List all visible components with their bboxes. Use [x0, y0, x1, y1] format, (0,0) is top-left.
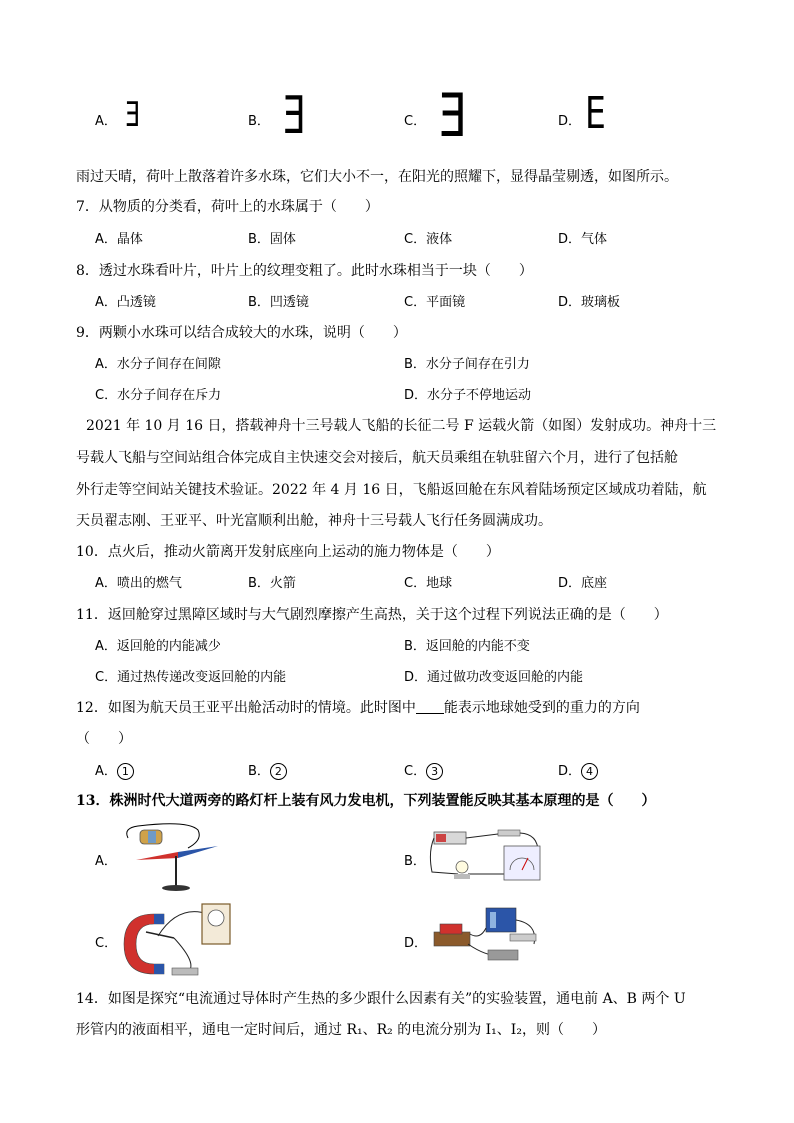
q6-option-b-glyph: E	[282, 86, 306, 146]
q8-option-c[interactable]: C．平面镜	[404, 295, 466, 310]
q6-option-b-label: B．	[248, 114, 270, 129]
passage-shenzhou-line1: 2021 年 10 月 16 日，搭载神舟十三号载人飞船的长征二号 F 运载火箭（如图）发射成功。神舟十三	[86, 418, 717, 434]
passage-lotus: 雨过天晴，荷叶上散落着许多水珠，它们大小不一，在阳光的照耀下，显得晶莹剔透，如图所示。	[76, 169, 678, 185]
q12-option-a[interactable]	[95, 760, 134, 780]
q12-option-d-label: D．	[558, 764, 582, 779]
wire	[127, 824, 200, 848]
wires	[158, 912, 208, 972]
q9-option-d[interactable]: D．水分子不停地运动	[404, 388, 532, 403]
q11-option-d[interactable]: D．通过做功改变返回舱的内能	[404, 670, 584, 685]
q11-option-c[interactable]: C．通过热传递改变返回舱的内能	[95, 670, 287, 685]
passage-shenzhou-line4: 天员翟志刚、王亚平、叶光富顺利出舱，神舟十三号载人飞行任务圆满成功。	[76, 513, 552, 529]
q13-stem: 13．株洲时代大道两旁的路灯杆上装有风力发电机，下列装置能反映其基本原理的是（ ）	[76, 793, 656, 809]
q10-option-a[interactable]: A．喷出的燃气	[95, 576, 182, 591]
q11-option-a[interactable]: A．返回舱的内能减少	[95, 639, 221, 654]
q9-stem: 9．两颗小水珠可以结合成较大的水珠，说明（ ）	[76, 325, 407, 341]
q14-stem-line1: 14．如图是探究“电流通过导体时产生热的多少跟什么因素有关”的实验装置，通电前 A、B 两个 U	[76, 991, 686, 1007]
q8-option-d[interactable]: D．玻璃板	[558, 295, 621, 310]
q12-blank[interactable]	[416, 699, 444, 714]
rheostat	[488, 950, 518, 960]
compass-needle-north	[136, 852, 178, 860]
motor-magnet	[440, 924, 462, 934]
lamp	[456, 861, 468, 873]
q12-stem	[76, 697, 640, 717]
q13-option-b-label[interactable]: B．	[404, 854, 426, 869]
battery-cell	[490, 912, 496, 928]
q13-option-c-label[interactable]: C．	[95, 936, 118, 951]
passage-shenzhou-line2: 号载人飞船与空间站组合体完成自主快速交会对接后，航天员乘组在轨驻留六个月，进行了包括舱	[76, 450, 678, 466]
q12-option-b[interactable]	[248, 760, 287, 780]
lamp-base	[454, 874, 470, 879]
switch	[510, 934, 536, 941]
q9-option-a[interactable]: A．水分子间存在间隙	[95, 357, 221, 372]
q13-option-a-label[interactable]: A．	[95, 854, 117, 869]
q7-option-a[interactable]: A．晶体	[95, 232, 143, 247]
circled-3-mark: 3	[426, 763, 443, 780]
q7-option-b[interactable]: B．固体	[248, 232, 296, 247]
q6-option-a-label: A．	[95, 114, 117, 129]
q8-option-b[interactable]: B．凹透镜	[248, 295, 309, 310]
coil-core	[148, 831, 156, 843]
switch	[498, 830, 520, 836]
q6-option-d-label: D．	[558, 114, 582, 129]
q9-option-c[interactable]: C．水分子间存在斥力	[95, 388, 222, 403]
q14-stem-line2: 形管内的液面相平，通电一定时间后，通过 R₁、R₂ 的电流分别为 I₁、I₂，则（ ）	[76, 1022, 606, 1038]
q7-option-c[interactable]: C．液体	[404, 232, 453, 247]
q6-option-c-glyph: E	[438, 81, 468, 151]
u-magnet-south	[154, 914, 164, 974]
q12-stem-part1: 12．如图为航天员王亚平出舱活动时的情境。此时图中	[76, 700, 416, 716]
q12-option-a-label: A．	[95, 764, 117, 779]
q7-stem: 7．从物质的分类看，荷叶上的水珠属于（ ）	[76, 199, 379, 215]
q13-option-d-figure	[428, 904, 543, 970]
q13-option-b-figure	[428, 822, 543, 890]
q12-stem-paren: （ ）	[76, 731, 132, 747]
q12-option-b-label: B．	[248, 764, 270, 779]
q12-stem-part2: 能表示地球她受到的重力的方向	[443, 700, 640, 716]
q10-option-b[interactable]: B．火箭	[248, 576, 296, 591]
q10-stem: 10．点火后，推动火箭离开发射底座向上运动的施力物体是（ ）	[76, 544, 500, 560]
q6-option-d-glyph: E	[585, 88, 606, 139]
q10-option-c[interactable]: C．地球	[404, 576, 453, 591]
q6-option-a-glyph: E	[125, 95, 141, 135]
q13-option-a-figure	[118, 820, 228, 892]
q7-option-d[interactable]: D．气体	[558, 232, 608, 247]
q13-option-c-figure	[118, 894, 238, 980]
q10-option-d[interactable]: D．底座	[558, 576, 608, 591]
circled-4-mark: 4	[581, 763, 598, 780]
passage-shenzhou-line3: 外行走等空间站关键技术验证。2022 年 4 月 16 日，飞船返回舱在东风着陆场预定区域成功着陆，航	[76, 482, 707, 498]
q12-option-c[interactable]	[404, 760, 443, 780]
stand-base	[162, 885, 190, 891]
circled-1-mark: 1	[117, 763, 134, 780]
compass-needle-south	[178, 846, 218, 858]
q9-option-b[interactable]: B．水分子间存在引力	[404, 357, 530, 372]
galvanometer-dial	[208, 910, 224, 926]
q13-option-d-label[interactable]: D．	[404, 936, 428, 951]
circled-2-mark: 2	[270, 763, 287, 780]
q11-stem: 11．返回舱穿过黑障区域时与大气剧烈摩擦产生高热，关于这个过程下列说法正确的是（ ）	[76, 607, 668, 623]
q12-option-d[interactable]	[558, 760, 598, 780]
ammeter	[504, 846, 540, 880]
q6-option-c-label: C．	[404, 114, 427, 129]
q12-option-c-label: C．	[404, 764, 427, 779]
switch	[172, 968, 198, 975]
battery-cell	[436, 834, 446, 842]
q8-option-a[interactable]: A．凸透镜	[95, 295, 156, 310]
q11-option-b[interactable]: B．返回舱的内能不变	[404, 639, 530, 654]
q8-stem: 8．透过水珠看叶片，叶片上的纹理变粗了。此时水珠相当于一块（ ）	[76, 263, 533, 279]
